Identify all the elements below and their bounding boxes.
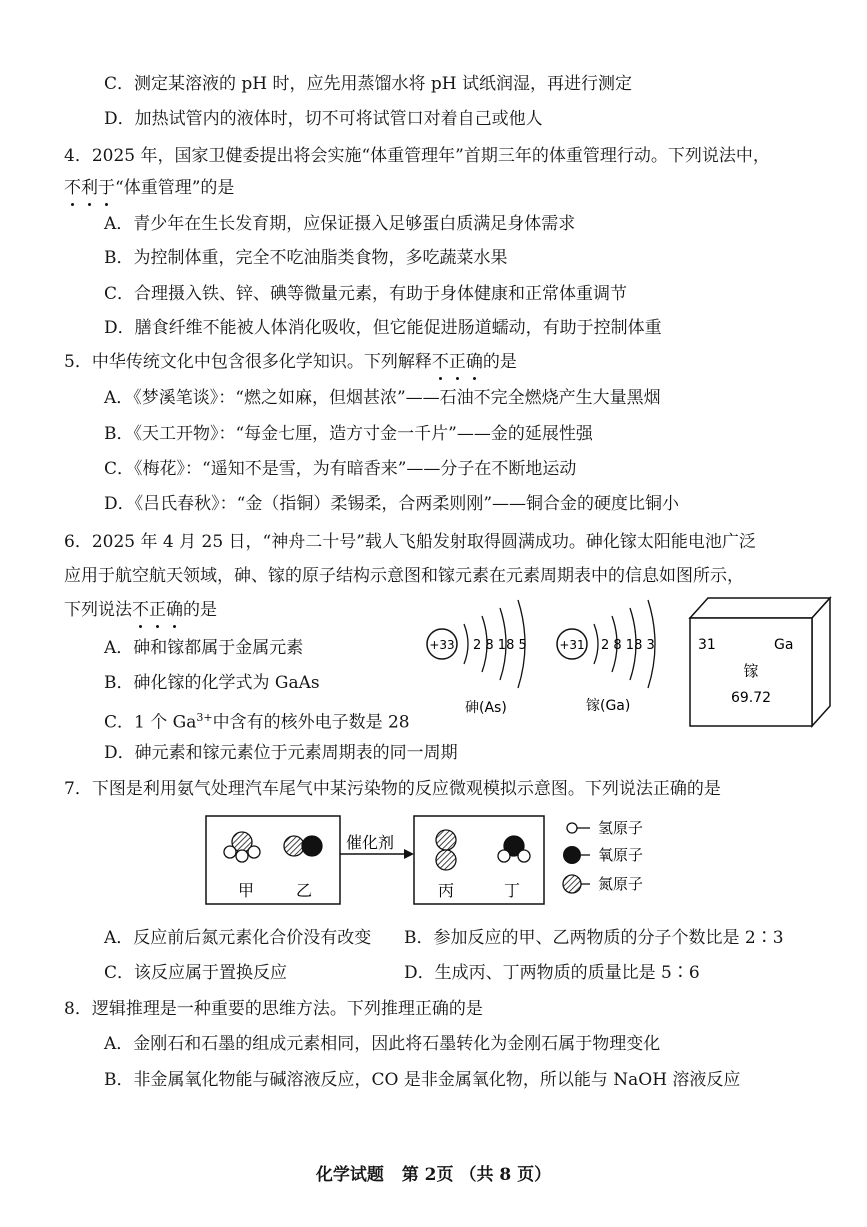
emphasis-char: 不 <box>64 178 81 198</box>
q7-stem: 7．下图是利用氨气处理汽车尾气中某污染物的反应微观模拟示意图。下列说法正确的是 <box>64 779 721 799</box>
q8-stem: 8．逻辑推理是一种重要的思维方法。下列推理正确的是 <box>64 999 483 1019</box>
catalyst-label: 催化剂 <box>346 833 395 852</box>
q5-option-c: C．《梅花》：“遥知不是雪，为有暗香来”——分子在不断地运动 <box>104 459 577 479</box>
emphasis-char: 于 <box>98 178 115 198</box>
q5-option-b: B．《天工开物》：“每金七厘，造方寸金一千片”——金的延展性强 <box>104 424 593 444</box>
q6-stem-line3 <box>64 598 217 622</box>
q8-option-b: B．非金属氧化物能与碱溶液反应，CO 是非金属氧化物，所以能与 NaOH 溶液反应 <box>104 1070 741 1090</box>
legend-hydrogen: 氢原子 <box>598 819 644 837</box>
q4-stem-line2 <box>64 176 234 200</box>
tile-atomic-number: 31 <box>698 637 716 653</box>
q5-stem-post: 的是 <box>482 352 517 372</box>
emphasis-char: 利 <box>81 178 98 198</box>
q5-stem <box>64 350 517 374</box>
q7-reaction-diagram <box>200 808 680 914</box>
gallium-element-tile <box>690 598 830 726</box>
tile-symbol: Ga <box>774 637 794 653</box>
arrowhead <box>404 849 414 859</box>
q7-option-a: A．反应前后氮元素化合价没有改变 <box>104 928 372 948</box>
q4-option-d: D．膳食纤维不能被人体消化吸收，但它能促进肠道蠕动，有助于控制体重 <box>104 318 662 338</box>
footer-subject: 化学试题 <box>315 1165 384 1185</box>
q6-stem-line2: 应用于航空航天领域，砷、镓的原子结构示意图和镓元素在元素周期表中的信息如图所示， <box>64 566 744 586</box>
q3-option-d: D．加热试管内的液体时，切不可将试管口对着自己或他人 <box>104 109 543 129</box>
arsenic-nucleus-charge: +33 <box>429 638 455 652</box>
q6-optc-post: 中含有的核外电子数是 28 <box>212 712 410 733</box>
q5-emph-text <box>432 352 483 372</box>
q8-option-a: A．金刚石和石墨的组成元素相同，因此将石墨转化为金刚石属于物理变化 <box>104 1034 661 1054</box>
q3-option-c: C．测定某溶液的 pH 时，应先用蒸馏水将 pH 试纸润湿，再进行测定 <box>104 74 633 94</box>
gallium-shells: 2 8 18 3 <box>601 638 655 653</box>
q7-option-b: B．参加反应的甲、乙两物质的分子个数比是 2∶3 <box>404 928 784 948</box>
q4-option-b: B．为控制体重，完全不吃油脂类食物，多吃蔬菜水果 <box>104 248 508 268</box>
q4-stem-rest: “体重管理”的是 <box>115 178 235 198</box>
legend-oxygen-icon <box>563 846 581 864</box>
q6-option-c <box>104 706 410 735</box>
legend-hydrogen-icon <box>567 823 577 833</box>
arsenic-label: 砷(As) <box>465 700 507 716</box>
q5-stem-pre: 5．中华传统文化中包含很多化学知识。下列解释 <box>64 352 432 372</box>
q6-option-b: B．砷化镓的化学式为 GaAs <box>104 673 320 693</box>
legend-oxygen: 氧原子 <box>598 846 644 864</box>
q6-emphasis <box>132 600 183 620</box>
q6-stem3-pre: 下列说法 <box>64 600 132 620</box>
label-yi: 乙 <box>296 881 313 900</box>
emphasis-char: 正 <box>149 600 166 620</box>
q5-option-d: D．《吕氏春秋》：“金（指铜）柔锡柔，合两柔则刚”——铜合金的硬度比铜小 <box>104 494 680 514</box>
q5-emphasis <box>432 352 483 372</box>
label-bing: 丙 <box>438 881 455 900</box>
q4-stem-line1: 4．2025 年，国家卫健委提出将会实施“体重管理年”首期三年的体重管理行动。下列说法中， <box>64 146 770 166</box>
emphasis-char: 正 <box>448 352 466 372</box>
arsenic-shells: 2 8 18 5 <box>473 638 527 653</box>
label-jia: 甲 <box>238 881 255 900</box>
label-ding: 丁 <box>504 881 521 900</box>
q6-figure <box>420 592 840 732</box>
tile-name: 镓 <box>743 662 759 680</box>
q4-option-a: A．青少年在生长发育期，应保证摄入足够蛋白质满足身体需求 <box>104 214 576 234</box>
legend-nitrogen: 氮原子 <box>598 875 644 893</box>
gallium-structure <box>557 600 655 714</box>
gallium-label: 镓(Ga) <box>586 698 631 714</box>
emphasis-char: 确 <box>166 600 183 620</box>
emphasis-char: 不 <box>431 352 449 372</box>
page-footer <box>0 1160 867 1185</box>
legend <box>563 819 643 893</box>
reactants-box <box>206 816 340 904</box>
q6-optc-sup: 3+ <box>196 711 213 724</box>
footer-total: （共 8 页） <box>459 1165 552 1185</box>
q4-option-c: C．合理摄入铁、锌、碘等微量元素，有助于身体健康和正常体重调节 <box>104 284 628 304</box>
q6-option-d: D．砷元素和镓元素位于元素周期表的同一周期 <box>104 743 458 763</box>
q6-stem-line1: 6．2025 年 4 月 25 日，“神舟二十号”载人飞船发射取得圆满成功。砷化镓太阳能电池广泛 <box>64 532 756 552</box>
arsenic-structure <box>427 600 527 716</box>
q4-emphasis <box>64 178 115 198</box>
gallium-nucleus-charge: +31 <box>559 638 585 652</box>
q6-stem3-post: 的是 <box>183 600 217 620</box>
q7-option-d: D．生成丙、丁两物质的质量比是 5∶6 <box>404 963 700 983</box>
footer-page: 第 2页 <box>401 1165 454 1185</box>
tile-mass: 69.72 <box>730 690 772 706</box>
q5-option-a: A．《梦溪笔谈》：“燃之如麻，但烟甚浓”——石油不完全燃烧产生大量黑烟 <box>104 388 661 408</box>
emphasis-char: 确 <box>465 352 483 372</box>
q6-optc-pre: C．1 个 Ga <box>104 712 197 733</box>
legend-nitrogen-icon <box>563 875 581 893</box>
emphasis-char: 不 <box>132 600 149 620</box>
q7-option-c: C．该反应属于置换反应 <box>104 963 288 983</box>
q6-option-a: A．砷和镓都属于金属元素 <box>104 638 304 658</box>
